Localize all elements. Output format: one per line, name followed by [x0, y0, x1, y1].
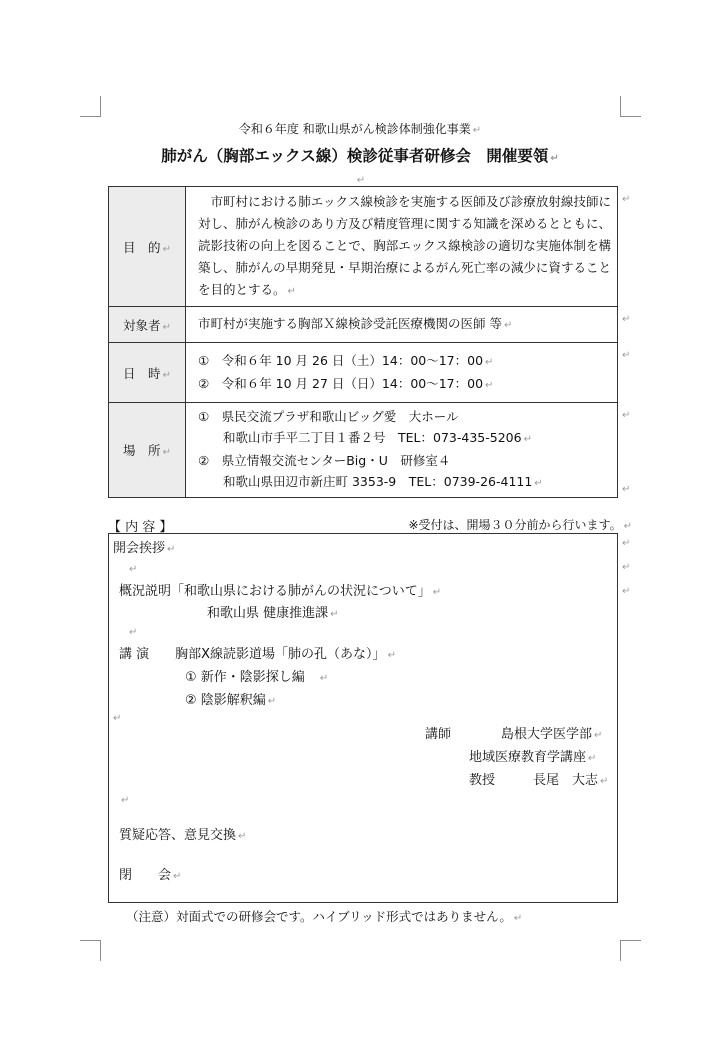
purpose-text: 市町村における肺エックス線検診を実施する医師及び診療放射線技師に対し、肺がん検診のあり方及び精度管理に関する知識を深めるとともに、読影技術の向上を図ることで、胸部エックス線検診の適切な実施体制を構築し、肺がんの早期発見・早期治療によるがん死亡率の減少に資することを目的とする。 ↵: [186, 187, 618, 307]
document-title: 肺がん（胸部エックス線）検診従事者研修会 開催要領 ↵: [161, 147, 559, 165]
document-subtitle: 令和６年度 和歌山県がん検診体制強化事業 ↵: [238, 122, 482, 136]
purpose-row: [109, 187, 618, 307]
lecturer-name: 長尾 大志 ↵: [533, 773, 609, 788]
target-label: 対象者 ↵: [109, 307, 186, 343]
lecturer-role: 講師: [425, 727, 452, 742]
target-row: [109, 307, 618, 343]
datetime-label: 日 時 ↵: [109, 343, 186, 403]
lecturer-department: 地域医療教育学講座 ↵: [469, 750, 597, 765]
purpose-label: 目 的 ↵: [109, 187, 186, 307]
venue-label: 場 所 ↵: [109, 403, 186, 498]
return-mark: ↵: [622, 586, 631, 597]
venue-text: [186, 403, 618, 498]
info-table: [108, 186, 618, 498]
datetime-text: [186, 343, 618, 403]
blank-line: ↵: [129, 627, 138, 638]
crop-mark-bottom-right: [620, 940, 641, 961]
lecturer-title: 教授: [469, 773, 496, 788]
return-mark: ↵: [472, 125, 482, 136]
venue-line: 和歌山県田辺市新庄町 3353-9 TEL：0739-26-4111 ↵: [198, 474, 543, 489]
return-mark: ↵: [622, 538, 631, 549]
overview-presenter: 和歌山県 健康推進課 ↵: [207, 606, 339, 621]
lecture-item: ① 新作・陰影探し編 ↵: [185, 670, 329, 685]
venue-line: 和歌山市手平二丁目１番２号 TEL：073-435-5206 ↵: [198, 430, 532, 445]
return-mark: ↵: [622, 194, 631, 205]
return-mark: ↵: [622, 314, 631, 325]
blank-line: ↵: [121, 795, 130, 806]
closing: 閉 会 ↵: [119, 868, 182, 883]
qa-session: 質疑応答、意見交換 ↵: [119, 828, 247, 843]
opening-remarks: 開会挨拶 ↵: [113, 541, 176, 556]
datetime-line: ② 令和６年 10 月 27 日（日）14：00～17：00 ↵: [198, 375, 494, 391]
content-box: [108, 533, 618, 903]
datetime-line: ① 令和６年 10 月 26 日（土）14：00～17：00 ↵: [198, 352, 494, 368]
lecture-title: 講 演 胸部X線読影道場「肺の孔（あな）」 ↵: [119, 647, 396, 662]
crop-mark-top-left: [80, 96, 101, 117]
lecture-item: ② 陰影解釈編 ↵: [185, 693, 277, 708]
reception-note: ※受付は、開場３０分前から行います。 ↵: [408, 518, 632, 532]
caution-note: （注意）対面式での研修会です。ハイブリッド形式ではありません。 ↵: [126, 909, 523, 924]
content-heading: 【 内 容 】: [108, 520, 173, 535]
return-mark: ↵: [622, 350, 631, 361]
blank-line: ↵: [129, 564, 138, 575]
return-mark: ↵: [622, 484, 631, 495]
lecturer-affiliation: 島根大学医学部 ↵: [501, 727, 603, 742]
crop-mark-bottom-left: [80, 940, 101, 961]
venue-row: [109, 403, 618, 498]
overview-title: 概況説明「和歌山県における肺がんの状況について」 ↵: [119, 584, 442, 599]
venue-line: ① 県民交流プラザ和歌山ビッグ愛 大ホール: [198, 409, 459, 424]
blank-line: ↵: [113, 713, 122, 724]
target-text: 市町村が実施する胸部Ｘ線検診受託医療機関の医師 等 ↵: [186, 307, 618, 343]
datetime-row: [109, 343, 618, 403]
return-mark: ↵: [622, 410, 631, 421]
venue-line: ② 県立情報交流センターBig・U 研修室４: [198, 453, 451, 468]
crop-mark-top-right: [620, 96, 641, 117]
return-mark: ↵: [622, 562, 631, 573]
blank-line: ↵: [356, 175, 366, 186]
return-mark: ↵: [550, 153, 559, 164]
